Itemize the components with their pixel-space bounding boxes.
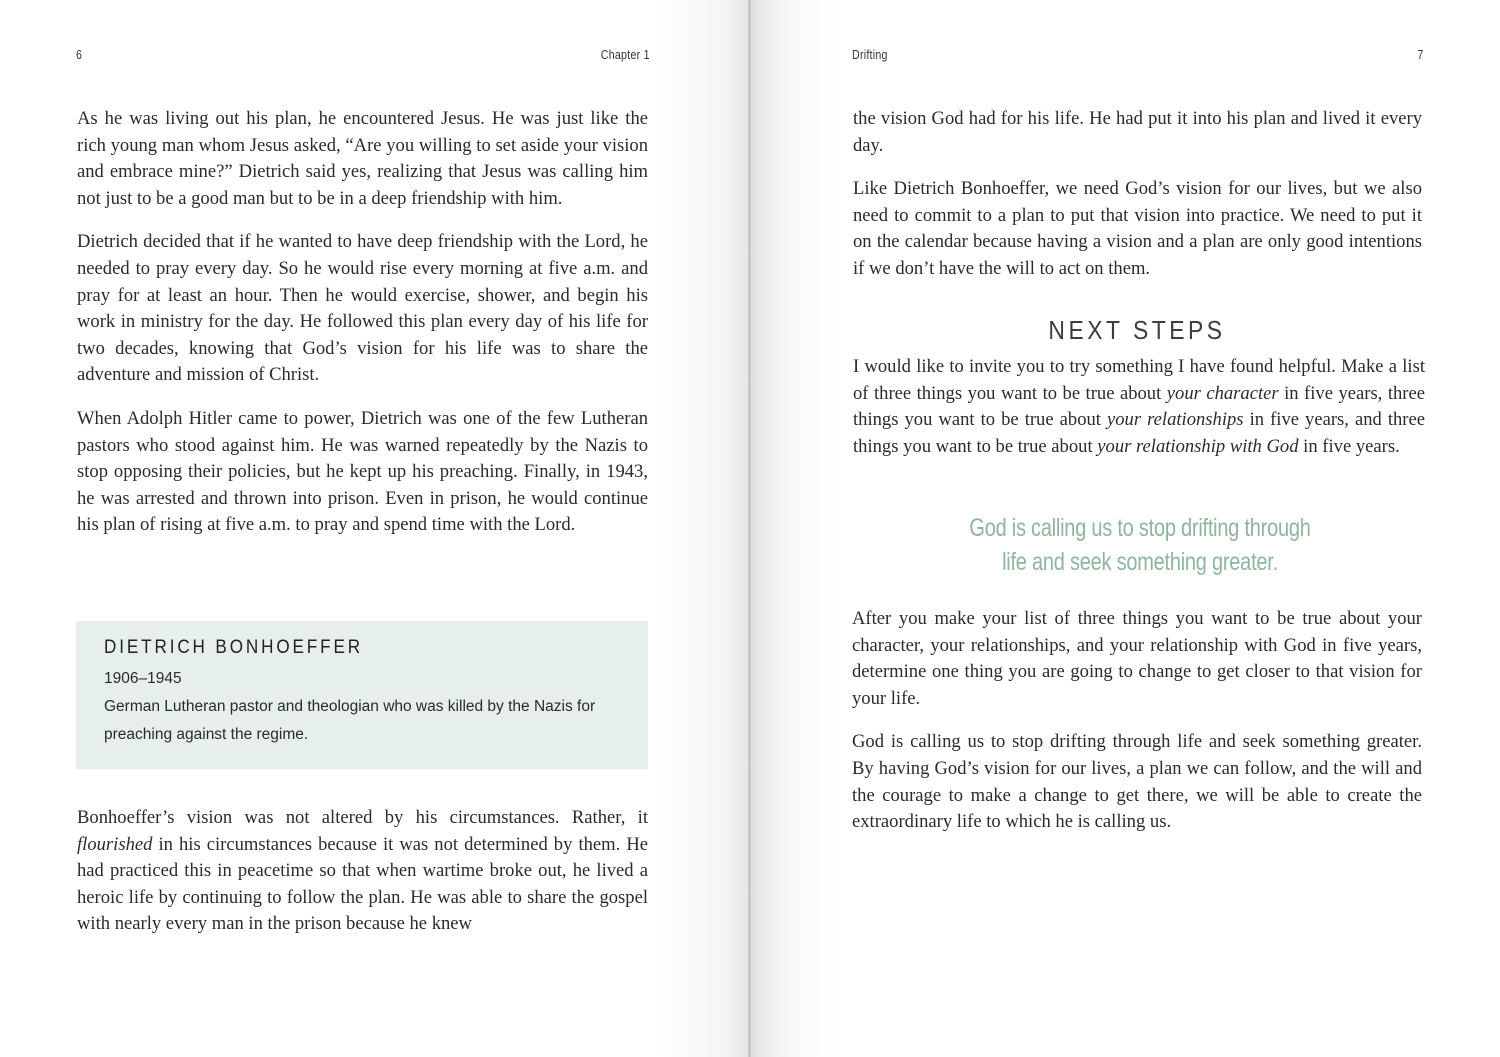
sidebar-name: DIETRICH BONHOEFFER (104, 637, 363, 658)
text-run: I would like to invite you to try something I have found helpful. Make a list of three things you want to be true about (853, 356, 1425, 404)
bio-sidebar (76, 621, 648, 769)
paragraph: When Adolph Hitler came to power, Dietrich was one of the few Lutheran pastors who stood against him. He was warned repeatedly by the Nazis to stop opposing their policies, but he kept up his preaching. Finally, in 1943, he was arrested and thrown into prison. Even in prison, he would continue his plan of rising at five a.m. to pray and spend time with the Lord. (77, 407, 648, 536)
next-steps-body (853, 354, 1425, 477)
running-head-chapter: Chapter 1 (600, 47, 650, 62)
sidebar-description: German Lutheran pastor and theologian who was killed by the Nazis for preaching against the regime. (104, 698, 596, 743)
emphasis-text: your character (1166, 382, 1279, 404)
paragraph (853, 354, 1425, 460)
paragraph: Like Dietrich Bonhoeffer, we need God’s vision for our lives, but we also need to commit to a plan to put that vision into practice. We need to put it on the calendar because having a vision and a plan are only good intentions if we don’t have the will to act on them. (853, 178, 1422, 279)
text-run: Bonhoeffer’s vision was not altered by his circumstances. Rather, it (77, 807, 648, 828)
page-number-right: 7 (1417, 47, 1424, 62)
pull-quote-line: life and seek something greater. (1002, 548, 1278, 576)
paragraph: As he was living out his plan, he encountered Jesus. He was just like the rich young man whom Jesus asked, “Are you willing to set aside your vision and embrace mine?” Dietrich said yes, realizing that Jesus was calling him not just to be a good man but to be in a deep friendship with him. (77, 108, 648, 209)
paragraph (77, 805, 648, 938)
section-heading: NEXT STEPS (1048, 315, 1226, 345)
running-head-title: Drifting (852, 47, 888, 62)
emphasis-text: flourished (77, 833, 153, 855)
pull-quote-line: God is calling us to stop drifting through (969, 514, 1311, 542)
paragraph: After you make your list of three things you want to be true about your character, your relationships, and your relationship with God in five years, determine one thing you are going to change to get closer to that vision for your life. (852, 608, 1422, 709)
right-body-top (853, 106, 1422, 300)
right-body-bottom (852, 606, 1422, 853)
left-body-bottom (77, 805, 648, 955)
text-run: in five years. (1298, 435, 1400, 457)
text-run: in his circumstances because it was not determined by them. He had practiced this in peacetime so that when wartime broke out, he lived a heroic life by continuing to follow the plan. He was able to share the gospel with nearly every man in the prison because he knew (77, 833, 648, 935)
paragraph: Dietrich decided that if he wanted to have deep friendship with the Lord, he needed to pray every day. So he would rise every morning at five a.m. and pray for at least an hour. Then he would exercise, shower, and begin his work in ministry for the day. He followed this plan every day of his life for two decades, knowing that God’s vision for his life was to share the adventure and mission of Christ. (77, 231, 648, 386)
book-gutter (748, 0, 751, 1057)
text-run: in five years, and three things you want to be true about (853, 409, 1425, 457)
paragraph: the vision God had for his life. He had put it into his plan and lived it every day. (853, 108, 1422, 156)
paragraph: God is calling us to stop drifting through life and seek something greater. By having God’s vision for our lives, a plan we can follow, and the will and the courage to make a change to get there, we will be able to create the extraordinary life to which he is calling us. (852, 731, 1422, 833)
left-body-top (77, 106, 648, 556)
pull-quote (910, 511, 1371, 579)
sidebar-dates: 1906–1945 (104, 670, 182, 687)
emphasis-text: your relationship with God (1097, 435, 1299, 457)
page-number-left: 6 (76, 47, 83, 62)
text-run: in five years, three things you want to be true about (853, 382, 1425, 431)
emphasis-text: your relationships (1107, 409, 1244, 431)
